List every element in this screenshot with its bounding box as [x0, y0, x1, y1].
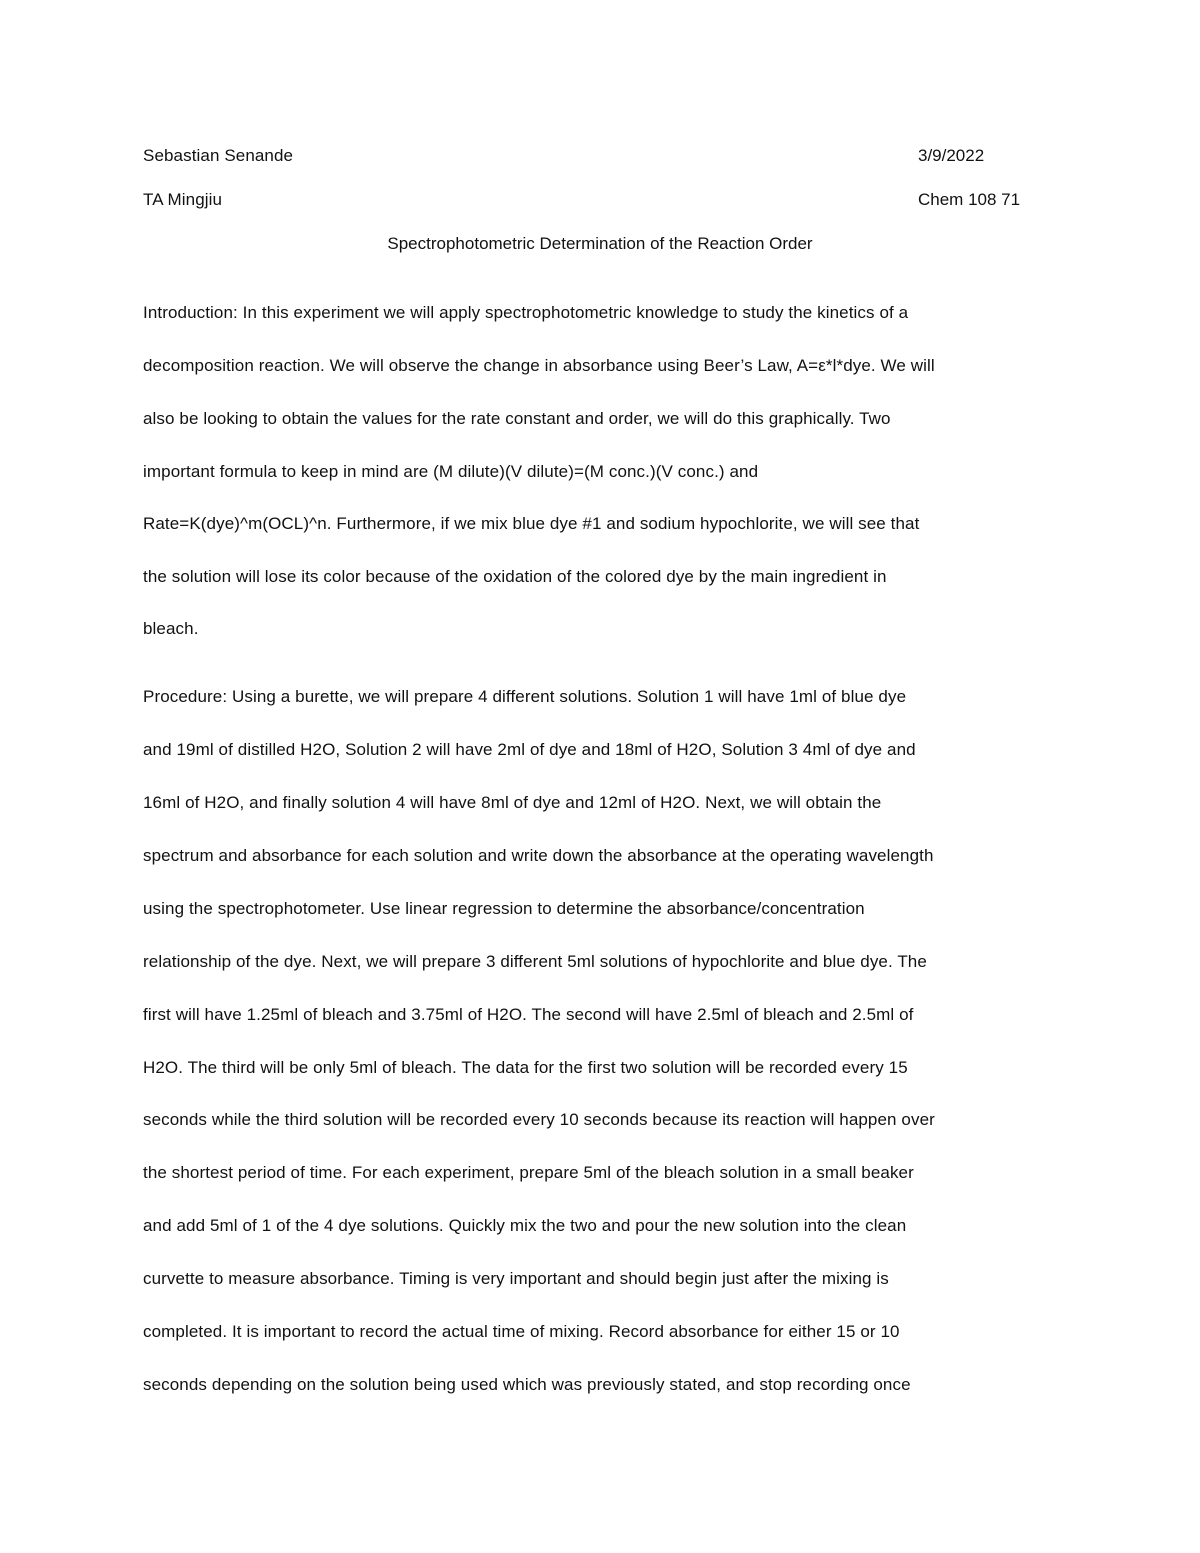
procedure-line: and 19ml of distilled H2O, Solution 2 will have 2ml of dye and 18ml of H2O, Solution 3 4ml of dye and: [143, 740, 916, 759]
procedure-line: and add 5ml of 1 of the 4 dye solutions. Quickly mix the two and pour the new solution into the clean: [143, 1216, 907, 1235]
procedure-line: relationship of the dye. Next, we will prepare 3 different 5ml solutions of hypochlorite and blue dye. The: [143, 952, 927, 971]
procedure-line: H2O. The third will be only 5ml of bleach. The data for the first two solution will be recorded every 15: [143, 1058, 908, 1077]
procedure-line: spectrum and absorbance for each solution and write down the absorbance at the operating wavelength: [143, 846, 934, 865]
procedure-line: Procedure: Using a burette, we will prepare 4 different solutions. Solution 1 will have 1ml of blue dye: [143, 687, 907, 706]
procedure-line: curvette to measure absorbance. Timing is very important and should begin just after the mixing is: [143, 1269, 889, 1288]
intro-line: decomposition reaction. We will observe the change in absorbance using Beer’s Law, A=ε*l*dye. We will: [143, 356, 935, 375]
procedure-line: first will have 1.25ml of bleach and 3.75ml of H2O. The second will have 2.5ml of bleach and 2.5ml of: [143, 1005, 914, 1024]
procedure-line: the shortest period of time. For each experiment, prepare 5ml of the bleach solution in a small beaker: [143, 1163, 914, 1182]
procedure-line: completed. It is important to record the actual time of mixing. Record absorbance for either 15 or 10: [143, 1322, 900, 1341]
course-name: Chem 108 71: [918, 190, 1021, 209]
intro-line: bleach.: [143, 619, 199, 638]
author-name: Sebastian Senande: [143, 146, 294, 165]
procedure-line: using the spectrophotometer. Use linear regression to determine the absorbance/concentration: [143, 899, 865, 918]
intro-line: also be looking to obtain the values for the rate constant and order, we will do this graphically. Two: [143, 409, 891, 428]
date: 3/9/2022: [918, 146, 985, 165]
intro-line: Rate=K(dye)^m(OCL)^n. Furthermore, if we mix blue dye #1 and sodium hypochlorite, we will see that: [143, 514, 920, 533]
procedure-line: seconds while the third solution will be recorded every 10 seconds because its reaction will happen over: [143, 1110, 935, 1129]
intro-line: important formula to keep in mind are (M dilute)(V dilute)=(M conc.)(V conc.) and: [143, 462, 759, 481]
intro-line: the solution will lose its color because of the oxidation of the colored dye by the main ingredient in: [143, 567, 887, 586]
procedure-line: 16ml of H2O, and finally solution 4 will have 8ml of dye and 12ml of H2O. Next, we will obtain the: [143, 793, 882, 812]
procedure-line: seconds depending on the solution being used which was previously stated, and stop recording once: [143, 1375, 911, 1394]
ta-name: TA Mingjiu: [143, 190, 223, 209]
intro-line: Introduction: In this experiment we will apply spectrophotometric knowledge to study the kinetics of a: [143, 303, 909, 322]
document-title: Spectrophotometric Determination of the Reaction Order: [387, 234, 813, 253]
